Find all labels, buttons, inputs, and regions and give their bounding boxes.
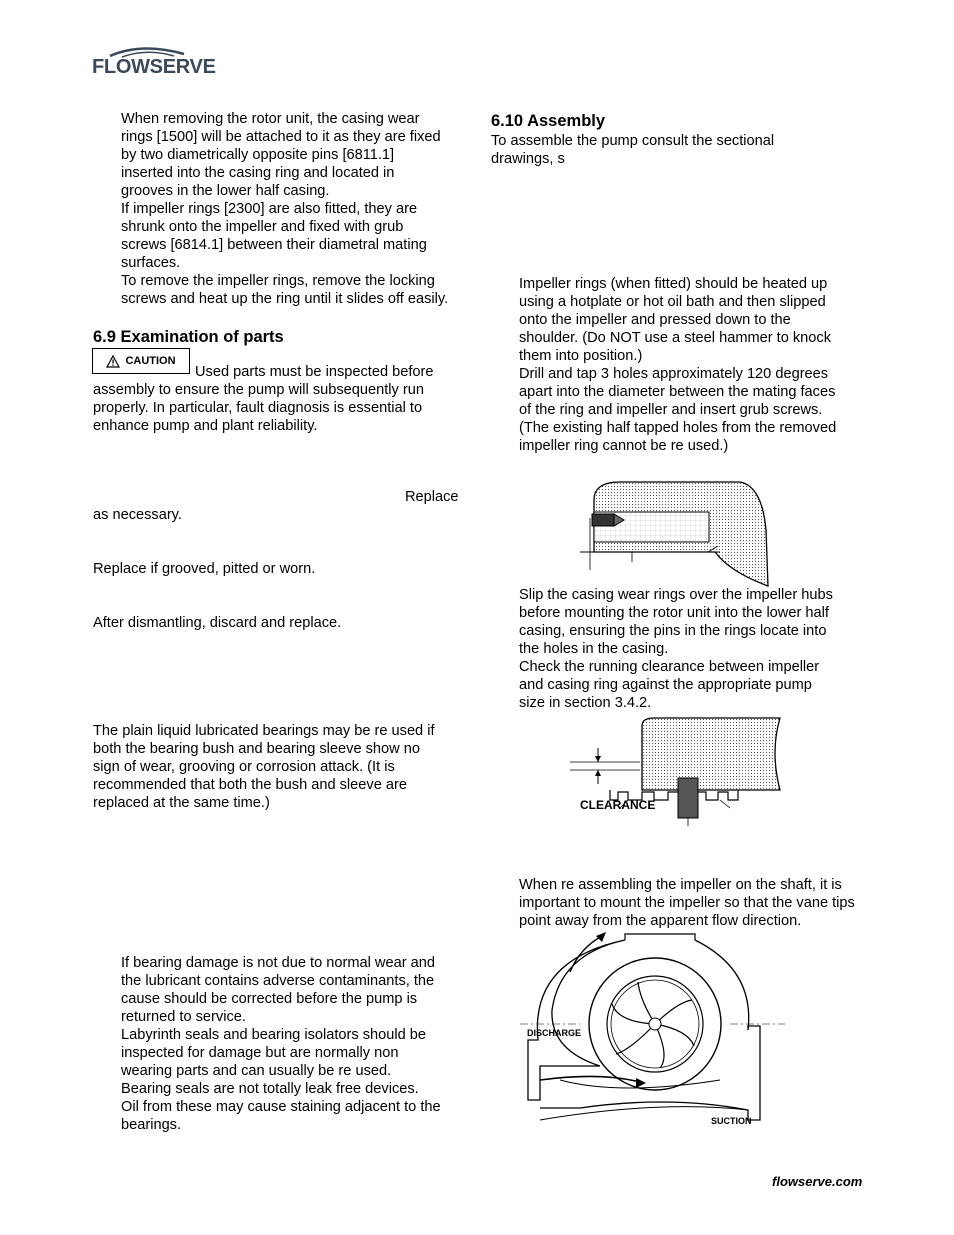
- caution-continuation: assembly to ensure the pump will subsequently run properly. In particular, fault diagnosis is essential to enhance pump and plant reliability.: [93, 382, 424, 434]
- rotor-removal-paragraph: When removing the rotor unit, the casing wear rings [1500] will be attached to it as they are fixed by two diametrically opposite pins [6811.1] inserted into the casing ring and located in grooves in the lower half casing.: [121, 111, 441, 199]
- as-necessary-text: as necessary.: [93, 507, 182, 523]
- plain-bearings-paragraph: The plain liquid lubricated bearings may be re used if both the bearing bush and bearing sleeve show no sign of wear, grooving or corrosion attack. (It is recommended that both the bush and sleeve are replaced at the same time.): [93, 723, 435, 811]
- bearing-damage-paragraph: If bearing damage is not due to normal wear and the lubricant contains adverse contaminants, the cause should be corrected before the pump is returned to service.: [121, 955, 435, 1025]
- replace-grooved-text: Replace if grooved, pitted or worn.: [93, 561, 316, 577]
- clearance-diagram: [570, 712, 790, 832]
- suction-label: SUCTION: [711, 1116, 752, 1126]
- labyrinth-seals-paragraph: Labyrinth seals and bearing isolators should be inspected for damage but are normally non wearing parts and can usually be re used.: [121, 1027, 427, 1079]
- section-heading-assembly: 6.10 Assembly: [491, 112, 606, 130]
- bearing-seals-paragraph: Bearing seals are not totally leak free devices. Oil from these may cause staining adjacent to the bearings.: [121, 1081, 441, 1133]
- clearance-label: CLEARANCE: [580, 798, 656, 812]
- caution-label-box: [92, 348, 190, 374]
- flowserve-logo: [92, 44, 216, 84]
- replace-word: Replace: [405, 489, 459, 505]
- footer-website[interactable]: flowserve.com: [772, 1174, 863, 1189]
- impeller-rings-heating-paragraph: Impeller rings (when fitted) should be heated up using a hotplate or hot oil bath and then slipped onto the impeller and pressed down to the shoulder. (Do NOT use a steel hammer to knock them into position.): [519, 276, 832, 364]
- remove-impeller-rings-paragraph: To remove the impeller rings, remove the locking screws and heat up the ring until it slides off easily.: [121, 273, 449, 307]
- slip-casing-rings-paragraph: Slip the casing wear rings over the impeller hubs before mounting the rotor unit into the lower half casing, ensuring the pins in the rings locate into the holes in the casing.: [519, 587, 833, 657]
- warning-triangle-icon: [106, 355, 120, 368]
- impeller-ring-diagram: [580, 470, 780, 588]
- caution-text: Used parts must be inspected before: [195, 364, 434, 380]
- running-clearance-paragraph: Check the running clearance between impeller and casing ring against the appropriate pump size in section 3.4.2.: [519, 659, 820, 711]
- after-dismantling-text: After dismantling, discard and replace.: [93, 615, 342, 631]
- section-heading-examination: 6.9 Examination of parts: [93, 328, 284, 346]
- impeller-rings-paragraph: If impeller rings [2300] are also fitted, they are shrunk onto the impeller and fixed with grub screws [6814.1] between their diametral mating surfaces.: [121, 201, 427, 271]
- caution-label: CAUTION: [125, 355, 176, 367]
- logo-text: FLOWSERVE: [92, 56, 216, 78]
- discharge-label: DISCHARGE: [527, 1028, 582, 1038]
- drill-tap-paragraph: Drill and tap 3 holes approximately 120 degrees apart into the diameter between the mating faces of the ring and impeller and insert grub screws. (The existing half tapped holes from the removed impeller ring cannot be re used.): [519, 366, 837, 454]
- reassembling-impeller-paragraph: When re assembling the impeller on the shaft, it is important to mount the impeller so that the vane tips point away from the apparent flow direction.: [519, 877, 855, 929]
- assembly-intro-text: To assemble the pump consult the sectional drawings, s: [491, 133, 775, 167]
